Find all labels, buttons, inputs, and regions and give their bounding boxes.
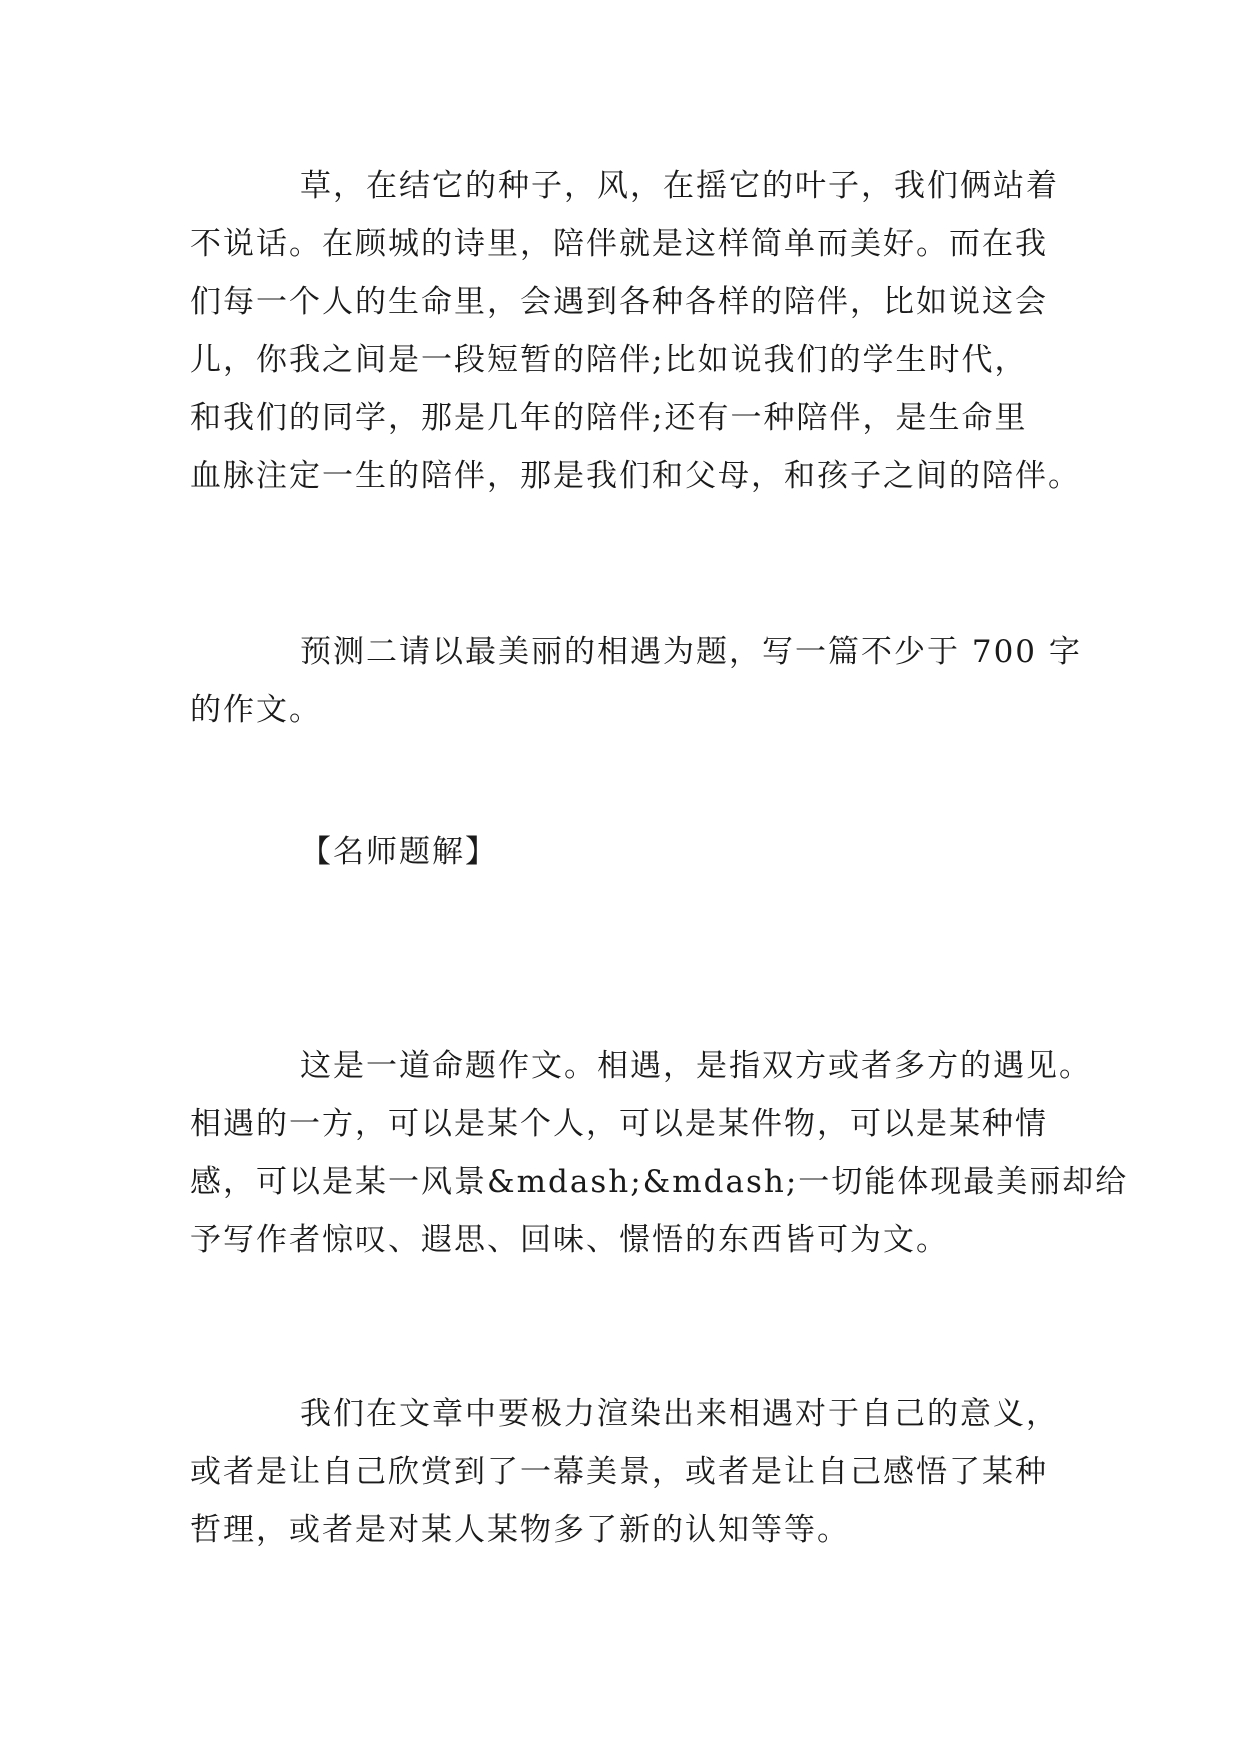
paragraph-line: 或者是让自己欣赏到了一幕美景，或者是让自己感悟了某种 <box>190 1454 1048 1490</box>
section-heading <box>190 823 1060 881</box>
paragraph-line: 的作文。 <box>190 692 322 728</box>
paragraph-companionship <box>190 157 1081 505</box>
paragraph-line: 哲理，或者是对某人某物多了新的认知等等。 <box>190 1512 850 1548</box>
paragraph-line: 相遇的一方，可以是某个人，可以是某件物，可以是某种情 <box>190 1106 1048 1142</box>
paragraph-line: 草，在结它的种子，风，在摇它的叶子，我们俩站着 <box>300 168 1059 204</box>
paragraph-line: 这是一道命题作文。相遇，是指双方或者多方的遇见。 <box>300 1048 1092 1084</box>
paragraph-line: 们每一个人的生命里，会遇到各种各样的陪伴，比如说这会 <box>190 284 1048 320</box>
paragraph-line: 不说话。在顾城的诗里，陪伴就是这样简单而美好。而在我 <box>190 226 1048 262</box>
paragraph-line: 感，可以是某一风景&mdash;&mdash;一切能体现最美丽却给 <box>190 1164 1129 1200</box>
heading-text: 【名师题解】 <box>300 834 498 870</box>
paragraph-essay-prompt <box>190 623 1082 739</box>
paragraph-line: 我们在文章中要极力渲染出来相遇对于自己的意义， <box>300 1396 1059 1432</box>
paragraph-topic-analysis <box>190 1037 1129 1269</box>
paragraph-line: 血脉注定一生的陪伴，那是我们和父母，和孩子之间的陪伴。 <box>190 458 1081 494</box>
paragraph-line: 予写作者惊叹、遐思、回味、憬悟的东西皆可为文。 <box>190 1222 949 1258</box>
paragraph-writing-advice <box>190 1385 1060 1559</box>
paragraph-line: 和我们的同学，那是几年的陪伴;还有一种陪伴，是生命里 <box>190 400 1028 436</box>
paragraph-line: 预测二请以最美丽的相遇为题，写一篇不少于 700 字 <box>300 634 1082 670</box>
paragraph-line: 儿，你我之间是一段短暂的陪伴;比如说我们的学生时代， <box>190 342 1028 378</box>
